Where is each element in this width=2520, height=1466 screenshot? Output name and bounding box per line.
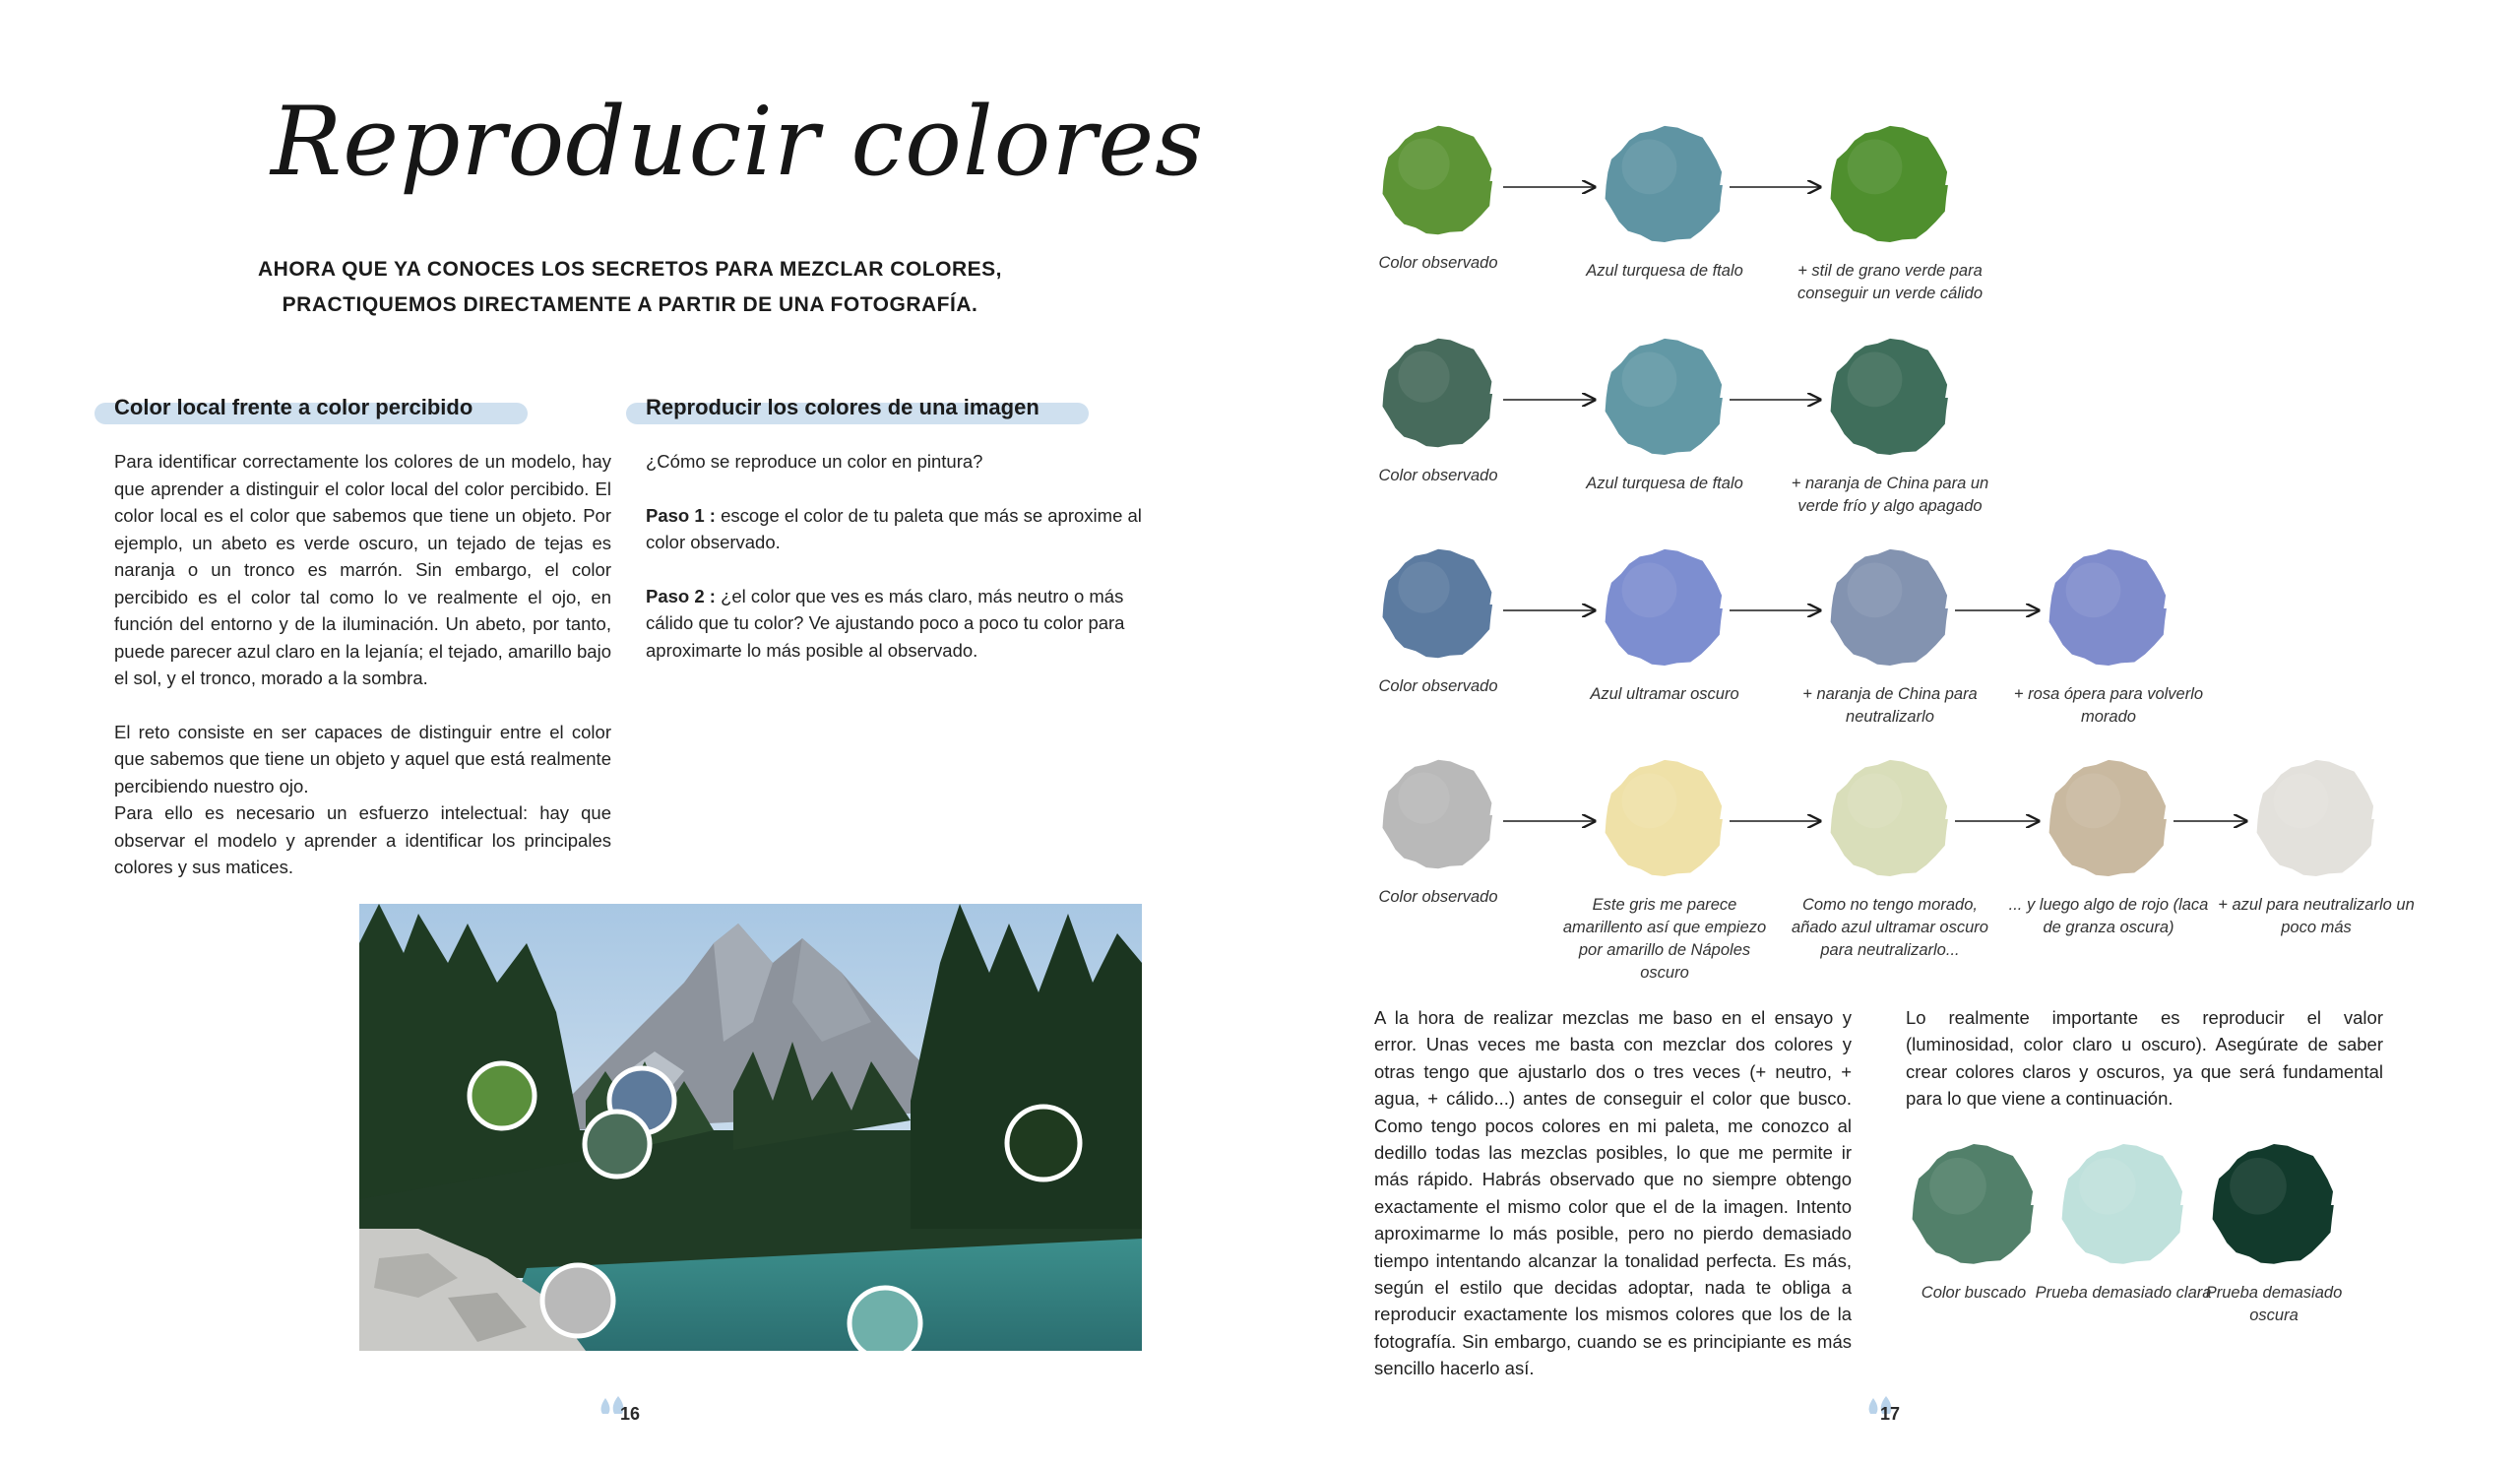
trial-error-paragraph: A la hora de realizar mezclas me baso en el ensayo y error. Unas veces me basta con mezclar dos colores y otras tengo que ajustarlo dos o tres veces (+ neutro, + agua, + cálido...) antes de conseguir el color que busco. Como tengo pocos colores en mi paleta, me conozco al dedillo todas las mezclas posibles, lo que me permite ir más rápido. Habrás observado que no siempre obtengo exactamente el mismo color que el de la imagen. Intento aproximarme lo más posible, pero no pierdo demasiado tiempo intentando alcanzar la tonalidad perfecta. Es más, según el estilo que decidas adoptar, nada te obliga a reproducir exactamente los mismos colores que los de la fotografía. Sin embargo, cuando se es principiante es más sencillo hacerlo así. (1374, 1007, 1852, 1379)
value-test-caption: Prueba demasiado oscura (2205, 1284, 2343, 1324)
mixed-color-swatch (1990, 543, 2227, 729)
watercolor-blob (1377, 754, 1499, 876)
mixed-color-swatch (1772, 120, 2008, 305)
intro-line-1: AHORA QUE YA CONOCES LOS SECRETOS PARA MEZCLAR COLORES, (258, 258, 1002, 281)
photo-sample-circle (850, 1288, 920, 1351)
swatch-caption: Como no tengo morado, añado azul ultramar oscuro para neutralizarlo... (1792, 896, 1988, 959)
watercolor-blob (2044, 543, 2174, 673)
step-1-text: escoge el color de tu paleta que más se aproxime al color observado. (646, 504, 1142, 552)
swatch-caption: ... y luego algo de rojo (laca de granza oscura) (2008, 896, 2209, 936)
mixed-color-swatch (1546, 333, 1783, 495)
watercolor-blob (1825, 754, 1955, 884)
page-title: Reproducir colores (271, 87, 1205, 197)
mixed-color-swatch (1772, 543, 2008, 729)
section2-step-1 (646, 502, 1143, 556)
watercolor-blob (2251, 754, 2381, 884)
section2-step-2 (646, 583, 1143, 665)
section1-paragraph-3: Para ello es necesario un esfuerzo intelectual: hay que observar el modelo y aprender a identificar los principales colores y sus matices. (114, 802, 611, 877)
watercolor-blob (1377, 333, 1499, 455)
watercolor-blob (1600, 333, 1730, 463)
swatch-caption: Color observado (1378, 888, 1498, 906)
observed-color-swatch (1320, 333, 1556, 487)
watercolor-blob (2044, 754, 2174, 884)
section1-body (114, 448, 611, 881)
swatch-caption: + naranja de China para neutralizarlo (1802, 685, 1978, 726)
swatch-caption: Este gris me parece amarillento así que empiezo por amarillo de Nápoles oscuro (1562, 896, 1767, 982)
section1-paragraph-2: El reto consiste en ser capaces de distinguir entre el color que sabemos que tiene un objeto y aquel que está realmente percibiendo nuestro ojo. (114, 721, 611, 797)
watercolor-blob (1600, 543, 1730, 673)
landscape-photo (359, 904, 1142, 1351)
swatch-caption: Color observado (1378, 467, 1498, 484)
mixed-color-swatch (1546, 120, 1783, 283)
watercolor-blob (2207, 1138, 2341, 1272)
intro-line-2: PRACTIQUEMOS DIRECTAMENTE A PARTIR DE UNA FOTOGRAFÍA. (282, 293, 978, 316)
section-heading-reproduce-image: Reproducir los colores de una imagen (626, 389, 1089, 426)
watercolor-blob (1600, 120, 1730, 250)
watercolor-blob (1600, 754, 1730, 884)
value-test-caption: Prueba demasiado clara (2035, 1284, 2212, 1302)
mixed-color-swatch (1546, 543, 1783, 706)
swatch-caption: + stil de grano verde para conseguir un verde cálido (1796, 262, 1984, 302)
watercolor-blob (1825, 120, 1955, 250)
page-number-left: 16 (620, 1404, 641, 1424)
photo-sample-circle (585, 1112, 650, 1177)
swatch-caption: Color observado (1378, 677, 1498, 695)
mixed-color-swatch (2198, 754, 2434, 939)
landscape-illustration (359, 904, 1142, 1351)
right-page (1260, 0, 2520, 1466)
swatch-caption: Azul turquesa de ftalo (1586, 262, 1743, 280)
section2-question: ¿Cómo se reproduce un color en pintura? (646, 451, 983, 472)
step-2-text: ¿el color que ves es más claro, más neutro o más cálido que tu color? Ve ajustando poco a poco tu color para aproximarte lo más posible al observado. (646, 585, 1125, 661)
watercolor-blob (1377, 543, 1499, 666)
mixed-color-swatch (1772, 333, 2008, 518)
watercolor-blob (1377, 120, 1499, 242)
swatch-caption: + rosa ópera para volverlo morado (2013, 685, 2204, 726)
swatch-caption: + naranja de China para un verde frío y algo apagado (1791, 475, 1989, 515)
observed-color-swatch (1320, 754, 1556, 909)
section-heading-local-color: Color local frente a color percibido (94, 389, 528, 426)
intro-text (226, 252, 1034, 323)
mixed-color-swatch (1990, 754, 2227, 939)
section2-body (646, 448, 1143, 690)
section1-paragraph-1: Para identificar correctamente los colores de un modelo, hay que aprender a distinguir el color local del color percibido. El color local es el color que sabemos que tiene un objeto. Por ejemplo, un abeto es verde oscuro, un tejado de tejas es naranja o un tronco es marrón. Sin embargo, el color percibido es el color tal como lo ve realmente el ojo, en función del entorno y de la iluminación. Un abeto, por tanto, puede parecer azul claro en la lejanía; el tejado, amarillo bajo el sol, y el tronco, morado a la sombra. (114, 451, 611, 688)
watercolor-blob (2056, 1138, 2190, 1272)
watercolor-blob (1825, 333, 1955, 463)
mixed-color-swatch (1546, 754, 1783, 985)
swatch-caption: Color observado (1378, 254, 1498, 272)
page-number-right: 17 (1880, 1404, 1901, 1424)
photo-sample-circle (470, 1063, 535, 1128)
value-test-caption: Color buscado (1921, 1284, 2027, 1302)
value-paragraph: Lo realmente importante es reproducir el valor (luminosidad, color claro u oscuro). Asegúrate de saber crear colores claros y oscuros, ya que será fundamental para lo que viene a continuación. (1906, 1007, 2383, 1110)
observed-color-swatch (1320, 120, 1556, 275)
step-2-label: Paso 2 : (646, 585, 716, 606)
photo-sample-circle (1007, 1107, 1080, 1179)
value-test-swatch (2185, 1138, 2362, 1327)
swatch-caption: + azul para neutralizarlo un poco más (2218, 896, 2415, 936)
watercolor-blob (1825, 543, 1955, 673)
observed-color-swatch (1320, 543, 1556, 698)
swatch-caption: Azul ultramar oscuro (1590, 685, 1739, 703)
step-1-label: Paso 1 : (646, 504, 716, 526)
mixed-color-swatch (1772, 754, 2008, 962)
watercolor-blob (1907, 1138, 2041, 1272)
swatch-caption: Azul turquesa de ftalo (1586, 475, 1743, 492)
photo-sample-circle (542, 1265, 613, 1336)
